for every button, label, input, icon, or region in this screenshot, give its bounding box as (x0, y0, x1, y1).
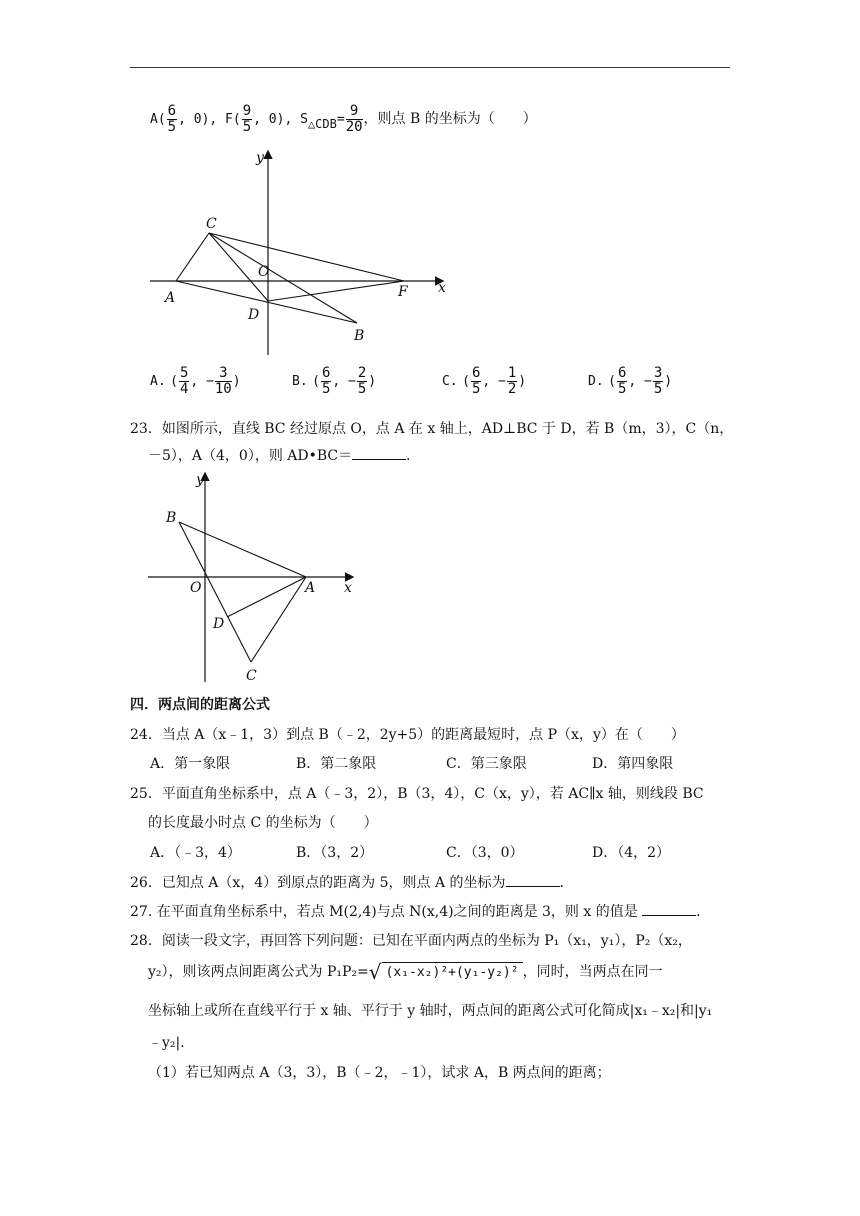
fig2-label-d: D (213, 616, 225, 632)
triangle-lines (176, 233, 404, 323)
area-fraction: $\frac{9}{20}$ (345, 103, 363, 135)
section-heading: 四．两点间的距离公式 (130, 697, 270, 713)
a-x-fraction: $\frac{6}{5}$ (167, 103, 177, 135)
figure-2 (140, 468, 370, 686)
fig2-label-a: A (305, 580, 316, 596)
fig1-label-x: x (438, 280, 446, 296)
q25-option-a[interactable]: A．（﹣3，4） (150, 845, 241, 861)
q24-option-a[interactable]: A．第一象限 (150, 756, 231, 772)
figure-1 (140, 140, 460, 365)
fig2-label-x: x (344, 580, 352, 596)
q25-option-b[interactable]: B．（3，2） (296, 845, 374, 861)
q22-option-d[interactable]: D. ( $\frac{6}{5}$ , − $\frac{3}{5}$ ) (588, 365, 673, 397)
q22-question: ，则点 B 的坐标为（ ） (363, 111, 537, 128)
q24-option-d[interactable]: D．第四象限 (592, 756, 674, 772)
q26: 26．已知点 A（x，4）到原点的距离为 5，则点 A 的坐标为 ． (130, 875, 574, 891)
f-x-fraction: $\frac{9}{5}$ (242, 103, 252, 135)
fig1-label-o: O (258, 264, 270, 280)
q23-line1: 23．如图所示，直线 BC 经过原点 O，点 A 在 x 轴上，AD⊥BC 于 D，若 B（m，3），C（n， (130, 421, 734, 437)
fig1-label-c: C (206, 216, 217, 232)
q25-line1: 25．平面直角坐标系中，点 A（﹣3，2），B（3，4），C（x，y），若 AC∥x 轴，则线段 BC (130, 786, 704, 802)
q22-option-c[interactable]: C. ( $\frac{6}{5}$ , − $\frac{1}{2}$ ) (442, 365, 527, 397)
q24-options (150, 753, 673, 773)
q27: 27. 在平面直角坐标系中，若点 M(2,4)与点 N(x,4)之间的距离是 3，则 x 的值是 ． (130, 904, 711, 920)
q25-options (150, 842, 670, 862)
header-rule (130, 67, 730, 68)
q28-line1: 28．阅读一段文字，再回答下列问题：已知在平面内两点的坐标为 P₁（x₁，y₁），P₂（x₂， (130, 933, 692, 949)
fig2-label-c: C (246, 668, 257, 684)
q28-line3: 坐标轴上或所在直线平行于 x 轴、平行于 y 轴时，两点间的距离公式可化简成|x₁﹣x₂|和|y₁ (148, 1003, 713, 1019)
q25-line2: 的长度最小时点 C 的坐标为（ ） (148, 815, 378, 831)
q24-option-c[interactable]: C．第三象限 (446, 756, 527, 772)
q22-options (150, 366, 710, 396)
q22-option-b[interactable]: B. ( $\frac{6}{5}$ , − $\frac{2}{5}$ ) (292, 365, 377, 397)
fig2-label-o: O (190, 580, 202, 596)
area-subscript: △CDB (307, 117, 337, 132)
q23-line2: －5），A（4，0），则 AD•BC＝ ． (148, 448, 421, 464)
fig2-label-b: B (166, 510, 177, 526)
sqrt-formula: √ (x₁-x₂)²+(y₁-y₂)² (369, 960, 523, 984)
q28-line4: ﹣y₂|． (148, 1035, 195, 1051)
q24-option-b[interactable]: B．第二象限 (296, 756, 377, 772)
q24-stem: 24．当点 A（x﹣1，3）到点 B（﹣2，2y+5）的距离最短时，点 P（x，y）在（ ） (130, 727, 685, 743)
q28-line2: y₂），则该两点间距离公式为 P₁P₂=√ (x₁-x₂)²+(y₁-y₂)² ，同时，当两点在同一 (148, 960, 663, 984)
answer-blank[interactable] (642, 903, 696, 916)
fig1-label-a: A (165, 290, 176, 306)
fig1-label-y: y (256, 150, 264, 166)
q28-line5: （1）若已知两点 A（3，3），B（﹣2，﹣1），试求 A，B 两点间的距离； (148, 1065, 611, 1081)
fig1-label-f: F (398, 284, 408, 300)
point-a-label: A( (150, 112, 166, 128)
answer-blank[interactable] (506, 874, 560, 887)
q25-option-d[interactable]: D．（4，2） (592, 845, 671, 861)
answer-blank[interactable] (352, 447, 406, 460)
fig2-label-y: y (196, 472, 204, 488)
q25-option-c[interactable]: C．（3，0） (446, 845, 524, 861)
fig1-label-b: B (354, 328, 365, 344)
q22-option-a[interactable]: A. ( $\frac{5}{4}$ , − $\frac{3}{10}$ ) (150, 365, 241, 397)
q22-stem-line: A( $\frac{6}{5}$ , 0), F( $\frac{9}{5}$ , 0), S△CDB= $\frac{9}{20}$ ，则点 B 的坐标为（ ） (150, 103, 537, 135)
fig1-label-d: D (248, 307, 260, 323)
